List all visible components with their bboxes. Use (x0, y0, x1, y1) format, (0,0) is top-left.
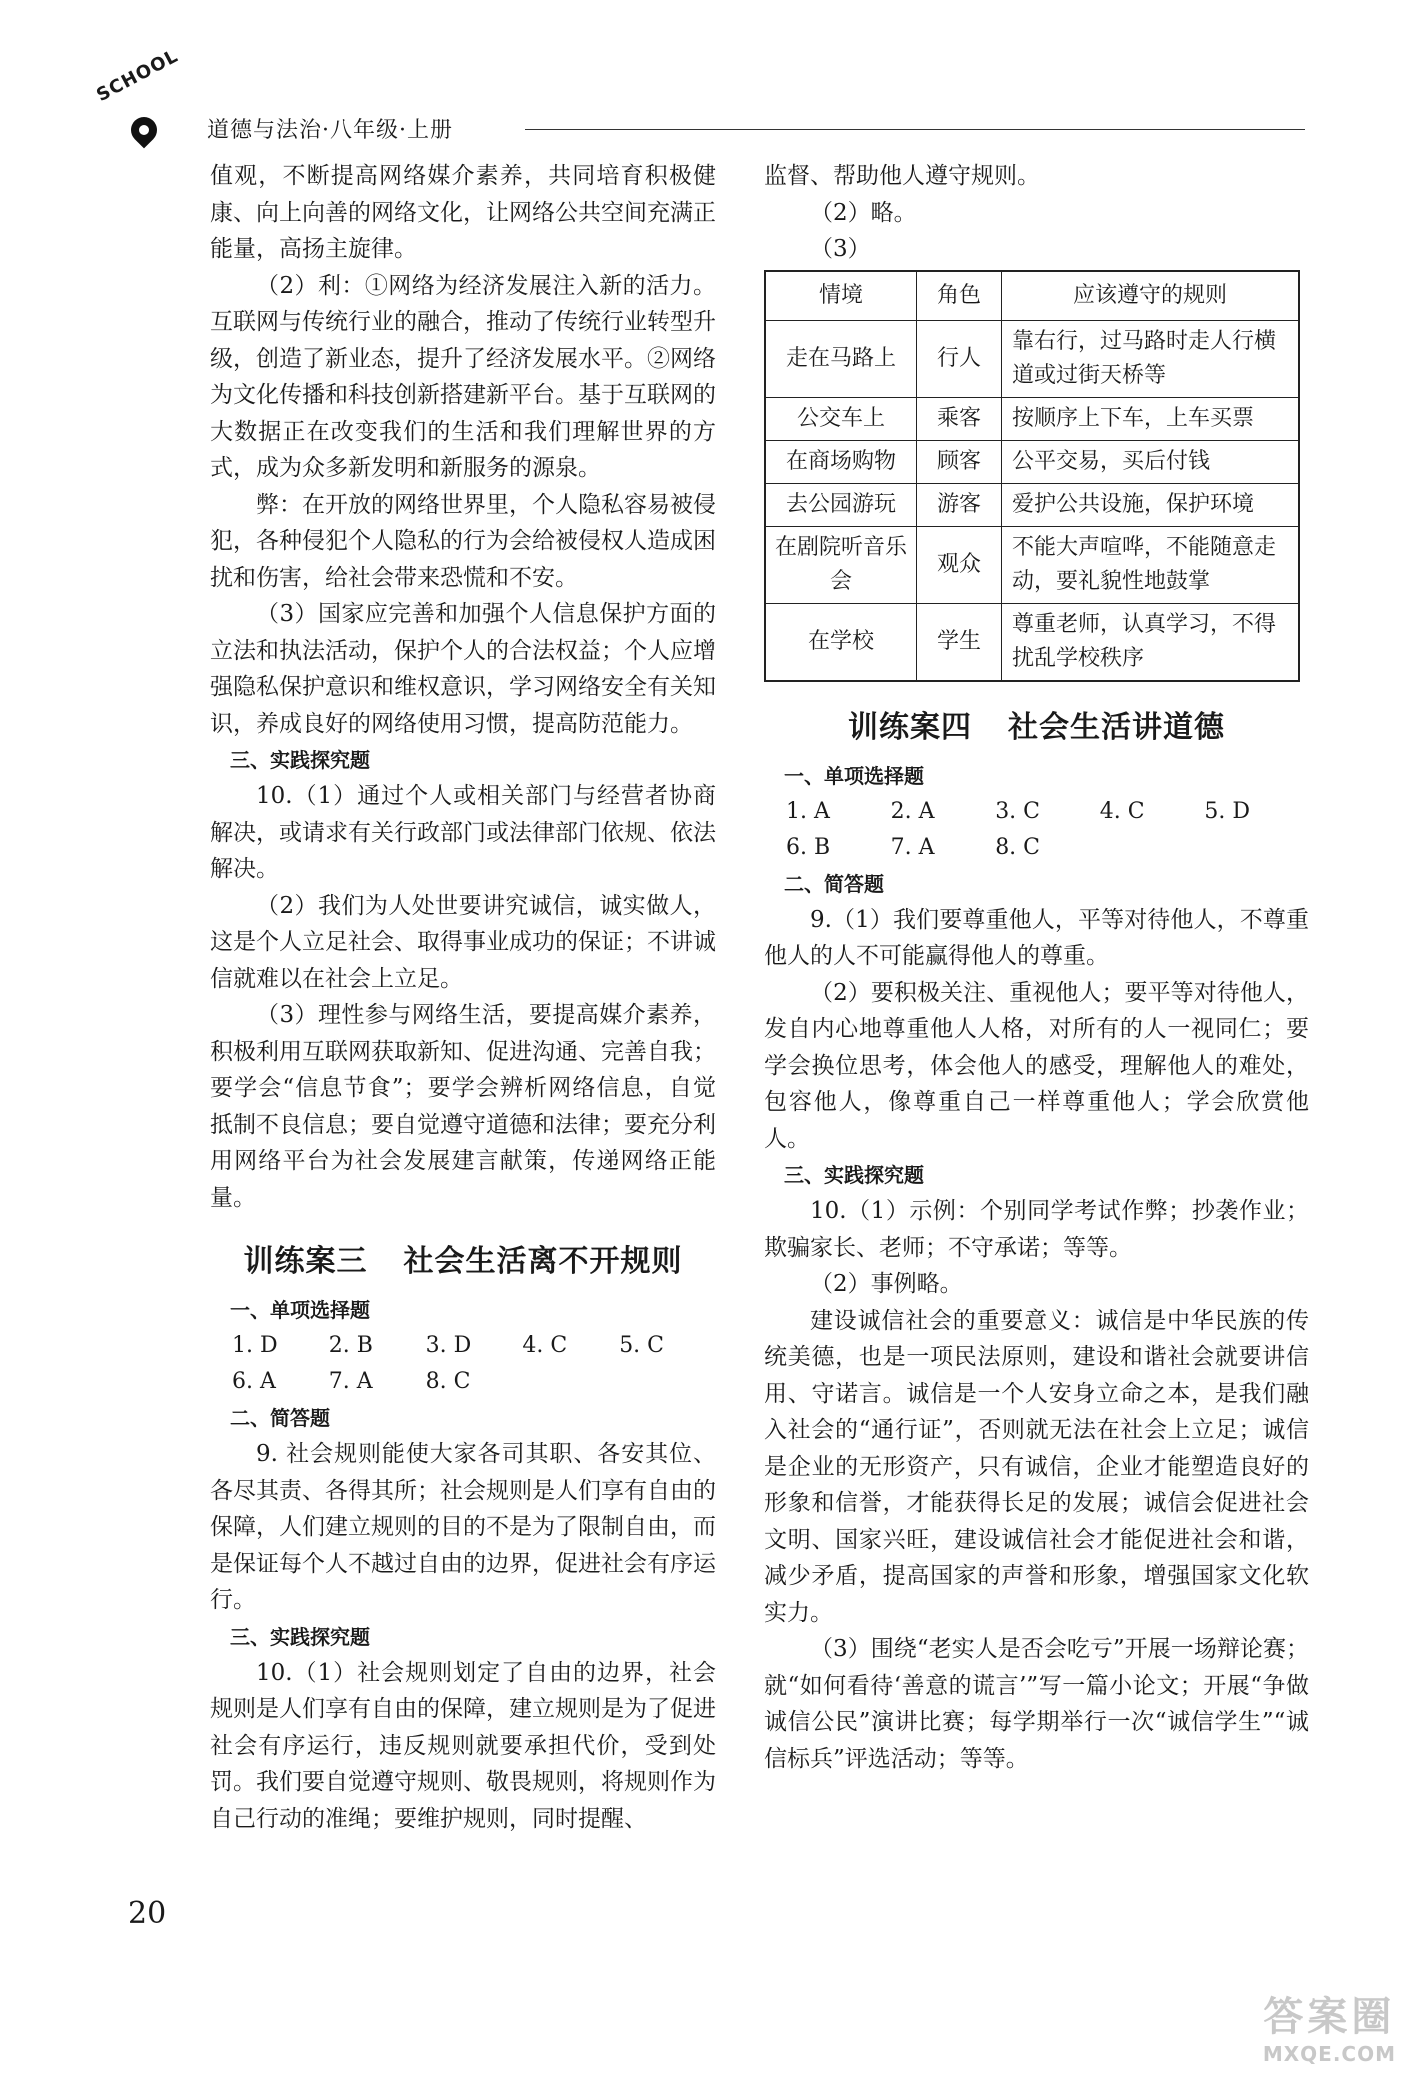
table-cell-scene: 在剧院听音乐会 (765, 526, 917, 603)
answer-item: 1. D (232, 1333, 278, 1358)
table-row (765, 397, 1299, 440)
table-cell-role: 学生 (917, 603, 1002, 681)
table-header-cell: 情境 (765, 271, 917, 321)
location-pin-icon (126, 112, 163, 149)
table-header-cell: 角色 (917, 271, 1002, 321)
answer-item: 3. D (425, 1333, 472, 1358)
paragraph: 10.（1）社会规则划定了自由的边界，社会规则是人们享有自由的保障，建立规则是为了促进社会有序运行，违反规则就要承担代价，受到处罚。我们要自觉遵守规则、敬畏规则，将规则作为自己行动的准绳；要维护规则，同时提醒、 (210, 1659, 716, 1832)
book-title: 道德与法治·八年级·上册 (207, 118, 453, 143)
paragraph: （2）利：①网络为经济发展注入新的活力。互联网与传统行业的融合，推动了传统行业转型升级，创造了新业态，提升了经济发展水平。②网络为文化传播和科技创新搭建新平台。基于互联网的大数据正在改变我们的生活和我们理解世界的方式，成为众多新发明和新服务的源泉。 (210, 272, 716, 481)
table-cell-scene: 在学校 (765, 603, 917, 681)
table-cell-rule: 不能大声喧哗，不能随意走动，要礼貌性地鼓掌 (1002, 526, 1300, 603)
table-row (765, 320, 1299, 397)
table-cell-rule: 尊重老师，认真学习，不得扰乱学校秩序 (1002, 603, 1300, 681)
case-title (764, 708, 1309, 748)
paragraph: （2）要积极关注、重视他人；要平等对待他人，发自内心地尊重他人人格，对所有的人一视同仁；要学会换位思考，体会他人的感受，理解他人的难处，包容他人，像尊重自己一样尊重他人；学会欣赏他人。 (764, 979, 1309, 1152)
page-header (93, 45, 1305, 155)
table-cell-rule: 爱护公共设施，保护环境 (1002, 483, 1300, 526)
case-title-number: 训练案四 (848, 709, 972, 745)
table-cell-rule: 靠右行，过马路时走人行横道或过街天桥等 (1002, 320, 1300, 397)
answer-item: 7. A (890, 834, 935, 860)
paragraph: （3） (810, 236, 871, 262)
watermark (1263, 1985, 1396, 2066)
paragraph: （2）略。 (810, 199, 917, 226)
header-rule (525, 129, 1305, 130)
case-title-text: 社会生活离不开规则 (403, 1244, 683, 1279)
paragraph: 9.（1）我们要尊重他人，平等对待他人，不尊重他人的人不可能赢得他人的尊重。 (764, 906, 1309, 969)
table-cell-scene: 去公园游玩 (765, 483, 917, 526)
rules-table (764, 270, 1300, 682)
answer-item: 6. B (786, 834, 831, 860)
answer-item: 1. A (786, 798, 830, 824)
table-cell-role: 行人 (917, 320, 1002, 397)
case-title-number: 训练案三 (243, 1244, 368, 1279)
page-number: 20 (128, 1896, 167, 1931)
table-cell-role: 顾客 (917, 440, 1002, 483)
answer-grid (786, 794, 1309, 866)
section-heading: 一、单项选择题 (230, 1298, 370, 1322)
table-cell-role: 观众 (917, 526, 1002, 603)
section-heading: 一、单项选择题 (784, 763, 924, 788)
left-column (210, 158, 716, 1837)
paragraph: （3）围绕“老实人是否会吃亏”开展一场辩论赛；就“如何看待‘善意的谎言’”写一篇小论文；开展“争做诚信公民”演讲比赛；每学期举行一次“诚信学生”“诚信标兵”评选活动；等等。 (764, 1636, 1309, 1772)
watermark-title: 答案圈 (1263, 1994, 1396, 2040)
right-column (764, 158, 1309, 1777)
school-logo (93, 45, 205, 155)
paragraph: 10.（1）示例：个别同学考试作弊；抄袭作业；欺骗家长、老师；不守承诺；等等。 (764, 1198, 1309, 1261)
table-header-cell: 应该遵守的规则 (1002, 271, 1300, 321)
answer-item: 4. C (522, 1333, 568, 1358)
paragraph: 9. 社会规则能使大家各司其职、各安其位、各尽其责、各得其所；社会规则是人们享有自由的保障，人们建立规则的目的不是为了限制自由，而是保证每个人不越过自由的边界，促进社会有序运行。 (210, 1441, 716, 1613)
table-row (765, 440, 1299, 483)
watermark-url: MXQE.COM (1262, 2042, 1396, 2066)
paragraph: 10.（1）通过个人或相关部门与经营者协商解决，或请求有关行政部门或法律部门依规、依法解决。 (210, 783, 716, 882)
answer-grid (232, 1328, 716, 1400)
table-cell-role: 乘客 (917, 397, 1002, 440)
answer-item: 3. C (995, 798, 1041, 824)
paragraph: （2）事例略。 (810, 1271, 963, 1297)
table-cell-role: 游客 (917, 483, 1002, 526)
section-heading: 三、实践探究题 (230, 748, 370, 772)
case-title-text: 社会生活讲道德 (1008, 709, 1225, 745)
section-heading: 二、简答题 (230, 1406, 330, 1430)
paragraph: 建设诚信社会的重要意义：诚信是中华民族的传统美德，也是一项民法原则，建设和谐社会就要讲信用、守诺言。诚信是一个人安身立命之本，是我们融入社会的“通行证”，否则就无法在社会上立足；诚信是企业的无形资产，只有诚信，企业才能塑造良好的形象和信誉，才能获得长足的发展；诚信会促进社会文明、国家兴旺，建设诚信社会才能促进社会和谐，减少矛盾，提高国家的声誉和形象，增强国家文化软实力。 (764, 1307, 1309, 1626)
table-cell-rule: 按顺序上下车，上车买票 (1002, 397, 1300, 440)
case-title (210, 1242, 716, 1282)
answer-item: 5. D (1204, 798, 1251, 824)
logo-text: SCHOOL (93, 45, 182, 106)
paragraph: （3）理性参与网络生活，要提高媒介素养，积极利用互联网获取新知、促进沟通、完善自我；要学会“信息节食”；要学会辨析网络信息，自觉抵制不良信息；要自觉遵守道德和法律；要充分利用网络平台为社会发展建言献策，传递网络正能量。 (210, 1002, 716, 1211)
section-heading: 三、实践探究题 (230, 1624, 370, 1649)
answer-item: 8. C (425, 1369, 471, 1394)
answer-item: 2. A (890, 798, 935, 824)
answer-item: 8. C (995, 834, 1041, 860)
paragraph: （2）我们为人处世要讲究诚信，诚实做人，这是个人立足社会、取得事业成功的保证；不讲诚信就难以在社会上立足。 (210, 892, 716, 992)
answer-item: 6. A (232, 1369, 276, 1394)
paragraph: 值观，不断提高网络媒介素养，共同培育积极健康、向上向善的网络文化，让网络公共空间充满正能量，高扬主旋律。 (210, 163, 716, 262)
section-heading: 二、简答题 (784, 871, 884, 896)
paragraph: 监督、帮助他人遵守规则。 (764, 163, 1040, 189)
answer-item: 7. A (328, 1369, 373, 1394)
table-cell-scene: 在商场购物 (765, 440, 917, 483)
answer-item: 2. B (328, 1333, 373, 1358)
paragraph: 弊：在开放的网络世界里，个人隐私容易被侵犯，各种侵犯个人隐私的行为会给被侵权人造成困扰和伤害，给社会带来恐慌和不安。 (210, 491, 716, 591)
table-cell-rule: 公平交易，买后付钱 (1002, 440, 1300, 483)
table-header-row (765, 271, 1299, 321)
answer-item: 4. C (1099, 798, 1145, 824)
table-row (765, 603, 1299, 681)
table-row (765, 526, 1299, 603)
table-row (765, 483, 1299, 526)
answer-item: 5. C (619, 1333, 665, 1358)
paragraph: （3）国家应完善和加强个人信息保护方面的立法和执法活动，保护个人的合法权益；个人应增强隐私保护意识和维权意识，学习网络安全有关知识，养成良好的网络使用习惯，提高防范能力。 (210, 601, 716, 737)
table-cell-scene: 走在马路上 (765, 320, 917, 397)
section-heading: 三、实践探究题 (784, 1163, 924, 1187)
table-cell-scene: 公交车上 (765, 397, 917, 440)
